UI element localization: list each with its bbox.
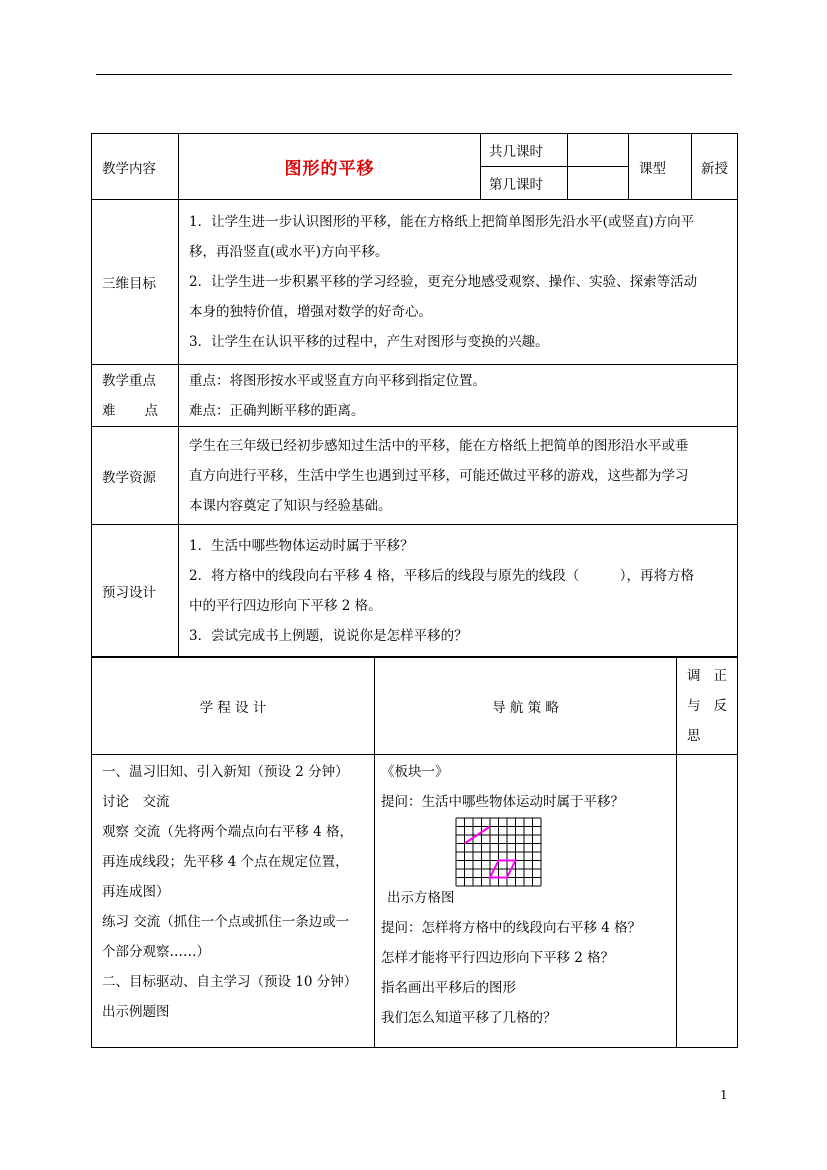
lesson-info-table	[91, 133, 738, 657]
process-col2	[375, 755, 677, 1048]
lesson-type-value: 新授	[692, 134, 738, 200]
process-line: 练习 交流（抓住一个点或抓住一条边或一	[102, 914, 350, 930]
goal-line: 本身的独特价值，增强对数学的好奇心。	[189, 304, 432, 320]
process-line: 个部分观察……）	[102, 944, 210, 960]
preview-line: 中的平行四边形向下平移 2 格。	[189, 597, 382, 614]
col1-header: 学 程 设 计	[92, 658, 375, 755]
question-line: 指名画出平移后的图形	[381, 980, 516, 996]
lesson-title: 图形的平移	[179, 134, 481, 200]
process-line: 再连成线段；先平移 4 个点在规定位置，	[102, 854, 349, 870]
grid-figure	[381, 817, 670, 913]
total-periods-label: 共几课时	[481, 134, 568, 167]
col3-char: 思	[687, 728, 701, 744]
current-period-label: 第几课时	[481, 167, 568, 200]
block-title: 《板块一》	[381, 764, 449, 780]
preview-line: 1．生活中哪些物体运动时属于平移？	[189, 537, 414, 554]
question-line: 怎样才能将平行四边形向下平移 2 格？	[381, 950, 615, 966]
question-line: 我们怎么知道平移了几格的？	[381, 1010, 557, 1026]
content-label: 教学内容	[92, 134, 179, 200]
col3-char: 与	[687, 698, 701, 714]
preview-line: 2．将方格中的线段向右平移 4 格，平移后的线段与原先的线段（ ），再将方格	[189, 567, 695, 584]
col3-header	[677, 658, 738, 755]
preview-line: 3．尝试完成书上例题，说说你是怎样平移的？	[189, 627, 468, 644]
process-line: 二、目标驱动、自主学习（预设 10 分钟）	[102, 974, 358, 990]
difficulty-char-1: 难	[102, 402, 116, 419]
process-col3-empty	[677, 755, 738, 1048]
question-line: 提问：生活中哪些物体运动时属于平移？	[381, 794, 624, 810]
preview-cell	[179, 525, 738, 657]
header-rule	[96, 74, 732, 75]
preview-label: 预习设计	[92, 525, 179, 657]
difficulty-text: 难点：正确判断平移的距离。	[189, 402, 365, 419]
process-line: 讨论 交流	[102, 794, 170, 810]
col3-char: 调	[687, 668, 701, 684]
goals-cell	[179, 200, 738, 365]
process-line: 观察 交流（先将两个端点向右平移 4 格，	[102, 824, 353, 840]
keypoint-cell	[179, 365, 738, 427]
process-line: 出示例题图	[102, 1004, 170, 1020]
goal-line: 3．让学生在认识平移的过程中，产生对图形与变换的兴趣。	[189, 334, 549, 350]
total-periods-value	[568, 134, 629, 167]
col3-char: 反	[713, 698, 727, 714]
page-number: 1	[720, 1088, 728, 1102]
goal-line: 2．让学生进一步积累平移的学习经验，更充分地感受观察、操作、实验、探索等活动	[189, 274, 698, 290]
grid-caption: 出示方格图	[387, 890, 455, 906]
square-grid	[455, 817, 545, 889]
process-line: 再连成图）	[102, 884, 170, 900]
keypoint-label: 教学重点	[102, 372, 156, 389]
resources-cell	[179, 427, 738, 525]
goals-label: 三维目标	[92, 200, 179, 365]
resources-line: 直方向进行平移，生活中学生也遇到过平移，可能还做过平移的游戏，这些都为学习	[189, 467, 689, 484]
process-col1	[92, 755, 375, 1048]
keypoint-text: 重点：将图形按水平或竖直方向平移到指定位置。	[189, 372, 486, 389]
resources-line: 学生在三年级已经初步感知过生活中的平移，能在方格纸上把简单的图形沿水平或垂	[189, 437, 689, 454]
question-line: 提问：怎样将方格中的线段向右平移 4 格？	[381, 920, 642, 936]
process-line: 一、温习旧知、引入新知（预设 2 分钟）	[102, 764, 349, 780]
col2-header: 导 航 策 略	[375, 658, 677, 755]
lesson-type-label: 课型	[629, 134, 692, 200]
goal-line: 移，再沿竖直(或水平)方向平移。	[189, 244, 389, 260]
resources-line: 本课内容奠定了知识与经验基础。	[189, 497, 392, 514]
difficulty-label	[102, 396, 158, 426]
difficulty-char-2: 点	[144, 402, 158, 419]
current-period-value	[568, 167, 629, 200]
process-table	[91, 657, 738, 1048]
goal-line: 1．让学生进一步认识图形的平移，能在方格纸上把简单图形先沿水平(或竖直)方向平	[189, 214, 695, 230]
keypoint-labels	[92, 365, 179, 427]
resources-label: 教学资源	[92, 427, 179, 525]
col3-char: 正	[713, 668, 727, 684]
